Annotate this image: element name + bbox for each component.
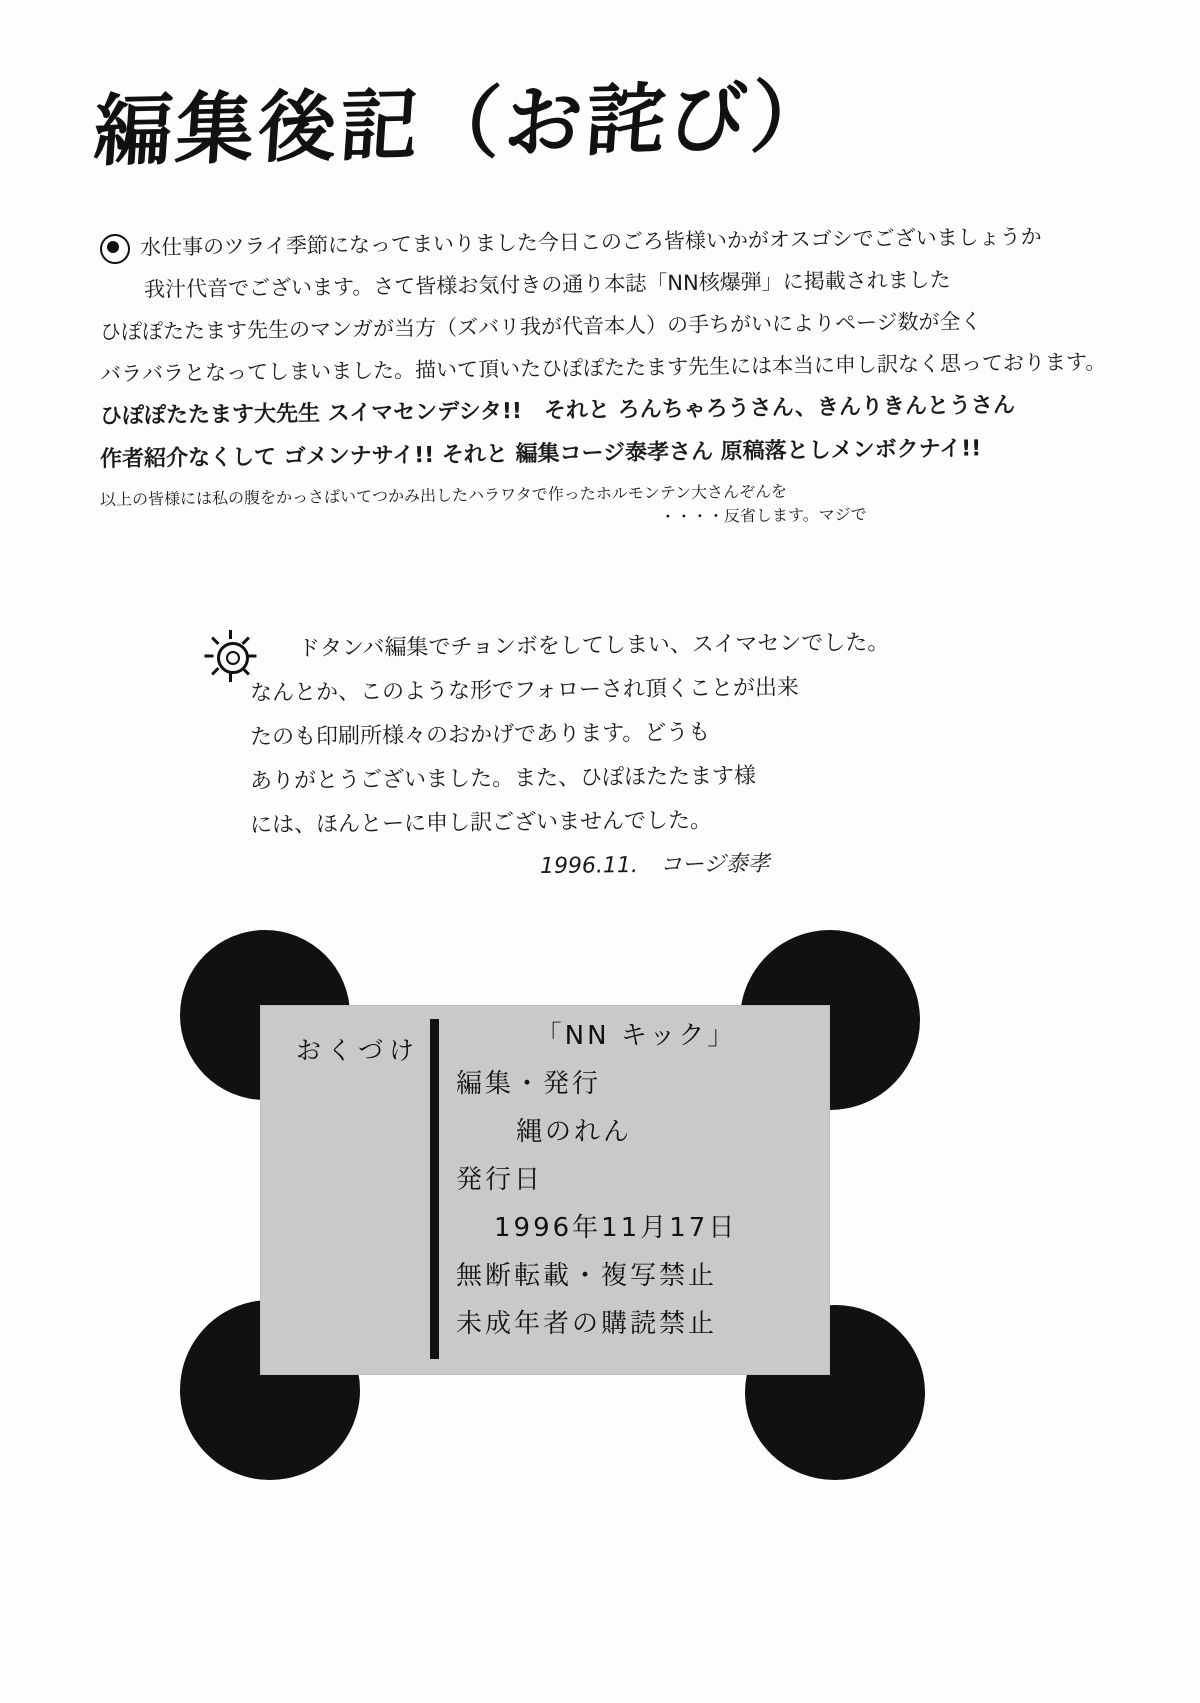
note2-line: たのも印刷所様々のおかげであります。どうも [249, 720, 711, 751]
note-line: 我汁代音でございます。さて皆様お気付きの通り本誌「NN核爆弾」に掲載されました [143, 267, 951, 302]
colophon-section [180, 930, 940, 1470]
note-line: バラバラとなってしまいました。描いて頂いたひぽぽたたます先生には本当に申し訳なく思っております。 [99, 349, 1107, 387]
note-line: 以上の皆様には私の腹をかっさばいてつかみ出したハラワタで作ったホルモンテン大さんぞんを [99, 481, 788, 510]
note-line: ひぽぽたたます先生のマンガが当方（ズバリ我が代音本人）の手ちがいによりページ数が全く [99, 309, 982, 345]
colophon-line: 無断転載・複写禁止 [456, 1261, 718, 1291]
colophon-label: おくづけ [296, 1036, 421, 1065]
note-line: ひぽぽたたます大先生 スイマセンデシタ!! それと ろんちゃろうさん、きんりきんとうさん [99, 392, 1016, 430]
colophon-box [260, 1005, 830, 1375]
colophon-divider [430, 1019, 439, 1359]
colophon-lines [456, 1023, 816, 1359]
note-line-tail: ・・・・反省します。マジで [659, 504, 867, 527]
colophon-line: 編集・発行 [456, 1069, 602, 1099]
editor-note-secondary [249, 630, 1030, 899]
note2-signature: 1996.11. コージ泰孝 [539, 851, 770, 880]
colophon-line-date: 1996年11月17日 [494, 1213, 738, 1243]
note2-line: ドタンバ編集でチョンボをしてしまい、スイマセンでした。 [297, 630, 890, 662]
colophon-line-title: 「NN キック」 [535, 1021, 737, 1051]
colophon-line: 発行日 [456, 1165, 544, 1195]
colophon-line: 未成年者の購読禁止 [456, 1309, 718, 1339]
editor-note-primary [99, 224, 1107, 527]
page-title: 編集後記（お詫び） [90, 71, 837, 178]
note2-line: ありがとうございました。また、ひぽほたたます様 [249, 763, 757, 795]
note-line: 水仕事のツライ季節になってまいりました今日このごろ皆様いかがオスゴシでございましょうか [139, 224, 1042, 260]
note2-line: なんとか、このような形でフォローされ頂くことが出来 [249, 675, 800, 707]
colophon-line: 縄のれん [516, 1117, 633, 1147]
note2-line: には、ほんとーに申し訳ございませんでした。 [249, 808, 713, 839]
note-line: 作者紹介なくして ゴメンナサイ!! それと 編集コージ泰孝さん 原稿落としメンボクナイ!! [99, 436, 982, 473]
